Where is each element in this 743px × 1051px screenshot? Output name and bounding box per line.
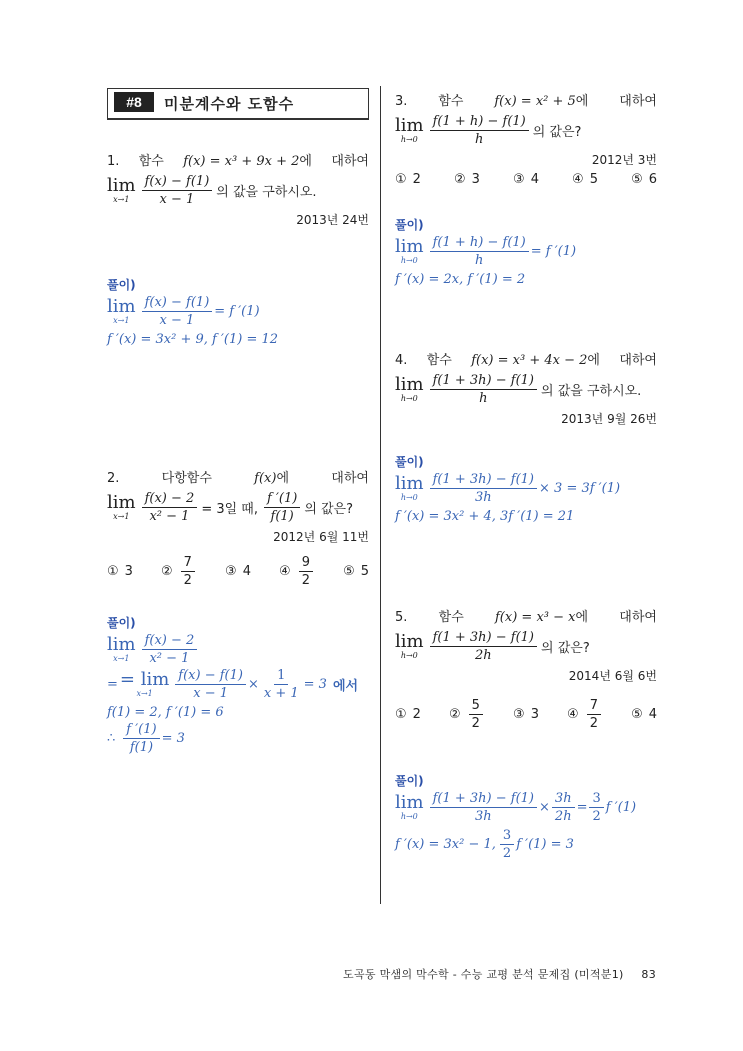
problem-number: 2. — [107, 471, 120, 486]
problem-3 — [395, 90, 657, 187]
fraction: $\frac{f(x) - 2}{\text{x² − 1}}$ — [142, 633, 198, 666]
problem-word: 에 — [276, 471, 290, 486]
page-footer — [330, 966, 656, 982]
choice-1[interactable]: ① 2 — [395, 172, 421, 187]
choice-5[interactable]: ⑤ 4 — [631, 707, 657, 722]
choice-3[interactable]: ③ 3 — [513, 707, 539, 722]
fraction: $\frac{f(x) - 2}{\text{x² − 1}}$ — [142, 491, 198, 524]
solution-rhs: × 3 = 3f ′(1) — [539, 481, 621, 496]
limit-operator: lim x→1 — [107, 296, 136, 325]
problem-number: 1. — [107, 154, 120, 169]
fraction: $\frac{f(1 + h) - f(1)}{h}$ — [430, 114, 529, 147]
problem-word: 대하여 — [619, 610, 657, 625]
problem-source: 2014년 6월 6번 — [568, 669, 657, 683]
solution-word: 에서 — [332, 679, 359, 694]
choice-1[interactable]: ① 2 — [395, 707, 421, 722]
footer-text: 도곡동 막샘의 막수학 - 수능 교평 분석 문제집 (미적분1) — [343, 968, 624, 981]
limit-operator: lim h→0 — [395, 792, 424, 821]
fraction: $\frac{f(1 + 3h) - f(1)}{2h}$ — [430, 630, 537, 663]
choice-3[interactable]: ③ 4 — [225, 564, 251, 579]
answer-choices — [395, 172, 657, 187]
solution-5 — [395, 772, 657, 861]
problem-word: 함수 — [138, 154, 164, 169]
choice-3[interactable]: ③ 4 — [513, 172, 539, 187]
problem-tail: 의 값은? — [532, 125, 582, 140]
problem-word: 함수 — [438, 610, 464, 625]
fraction: $\frac{3}{2}$ — [500, 828, 514, 861]
section-number: #8 — [114, 92, 154, 112]
solution-line: f(1) = 2, f ′(1) = 6 — [107, 705, 224, 720]
times-sign: × — [247, 677, 259, 692]
fraction: $\frac{f(x) - f(1)}{x - 1}$ — [175, 668, 246, 701]
section-header — [107, 88, 369, 120]
choice-4[interactable]: ④ 5 — [572, 172, 598, 187]
problem-tail: 의 값을 구하시오. — [541, 384, 642, 399]
solution-line: f ′(1) = 3 — [516, 837, 574, 852]
limit-operator: lim x→1 — [107, 634, 136, 663]
problem-5 — [395, 606, 657, 731]
solution-rhs: = 3 — [303, 677, 327, 692]
problem-tail: 의 값은? — [304, 502, 354, 517]
problem-number: 4. — [395, 353, 408, 368]
solution-line: f ′(x) = 2x, f ′(1) = 2 — [395, 272, 526, 287]
problem-source: 2012년 6월 11번 — [273, 530, 369, 544]
problem-word: 대하여 — [619, 94, 657, 109]
choice-1[interactable]: ① 3 — [107, 564, 133, 579]
solution-line: f ′(x) = 3x² + 4, 3f ′(1) = 21 — [395, 509, 575, 524]
choice-2[interactable]: ② 3 — [454, 172, 480, 187]
solution-4 — [395, 453, 657, 524]
problem-word: 에 — [575, 610, 589, 625]
solution-label: 풀이) — [395, 455, 424, 469]
limit-operator: lim x→1 — [107, 492, 136, 521]
fraction: $\frac{f(1 + 3h) - f(1)}{h}$ — [430, 373, 537, 406]
fraction: $\frac{f(x) - f(1)}{x - 1}$ — [142, 295, 213, 328]
solution-line: f ′(x) = 3x² − 1, — [395, 837, 496, 852]
problem-word: 에 — [299, 154, 312, 169]
therefore-sign: ∴ — [107, 731, 116, 746]
function-def: f(x) = x³ − x — [495, 610, 576, 625]
problem-word: 대하여 — [619, 353, 657, 368]
solution-rhs: = f ′(1) — [214, 304, 260, 319]
fraction: $\frac{3h}{2h}$ — [552, 791, 575, 824]
problem-word: 에 — [587, 353, 600, 368]
choice-4[interactable]: ④ $\frac{7}{2}$ — [567, 698, 603, 731]
solution-label: 풀이) — [395, 774, 424, 788]
solution-3 — [395, 216, 657, 287]
problem-word: 함수 — [426, 353, 452, 368]
times-sign: × — [539, 800, 550, 815]
equals-sign: = — [576, 800, 588, 815]
problem-tail: 의 값은? — [541, 641, 590, 656]
solution-rhs: f ′(1) — [605, 800, 637, 815]
problem-source: 2012년 3번 — [591, 153, 657, 167]
choice-5[interactable]: ⑤ 5 — [343, 564, 369, 579]
limit-operator: lim h→0 — [395, 115, 424, 144]
solution-label: 풀이) — [395, 218, 424, 232]
page-number: 83 — [641, 968, 656, 981]
problem-mid: = 3일 때, — [201, 502, 258, 517]
problem-2 — [107, 467, 369, 588]
limit-operator: lim h→0 — [395, 374, 424, 403]
problem-word: 다항함수 — [161, 471, 212, 486]
problem-word: 함수 — [438, 94, 464, 109]
problem-4 — [395, 349, 657, 427]
problem-word: 대하여 — [331, 154, 369, 169]
fraction: $\frac{f '(1)}{f(1)}$ — [264, 491, 300, 524]
problem-word: 대하여 — [331, 471, 369, 486]
choice-2[interactable]: ② $\frac{5}{2}$ — [449, 698, 485, 731]
problem-tail: 의 값을 구하시오. — [216, 185, 317, 200]
choice-4[interactable]: ④ $\frac{9}{2}$ — [279, 555, 315, 588]
limit-operator: lim h→0 — [395, 631, 424, 660]
problem-number: 5. — [395, 610, 408, 625]
function-def: f(x) — [254, 471, 277, 486]
section-title: 미분계수와 도함수 — [164, 95, 295, 113]
problem-1 — [107, 150, 369, 228]
problem-source: 2013년 24번 — [296, 213, 369, 227]
function-def: f(x) = x² + 5 — [494, 94, 576, 109]
solution-1 — [107, 276, 369, 347]
fraction: $\frac{f(1 + 3h) - f(1)}{3h}$ — [430, 791, 537, 824]
fraction: $\frac{f(x) - f(1)}{x - 1}$ — [142, 174, 213, 207]
fraction: $\frac{f(1 + h) - f(1)}{h}$ — [430, 235, 529, 268]
solution-line: f ′(x) = 3x² + 9, f ′(1) = 12 — [107, 332, 279, 347]
limit-operator: lim x→1 — [107, 175, 136, 204]
solution-label: 풀이) — [107, 616, 136, 630]
fraction: $\frac{f(1 + 3h) - f(1)}{3h}$ — [430, 472, 537, 505]
solution-rhs: = 3 — [161, 731, 185, 746]
problem-number: 3. — [395, 94, 408, 109]
fraction: $\frac{f '(1)}{f(1)}$ — [123, 722, 159, 755]
solution-rhs: = f ′(1) — [530, 244, 577, 259]
limit-operator: lim h→0 — [395, 473, 424, 502]
limit-operator: lim h→0 — [395, 236, 424, 265]
solution-2: 풀이) lim x→1 $\frac{f(x) - 2}{\text{x² − 1}}$ = = lim x→1 $\frac{f(x) - f(1)}{x - 1}$ × $\frac{1}{x + 1}$ = 3 에서 f(1) = 2, f ′(1) = 6 ∴ $\frac{f '(1)}{f(1)}$ = 3 — [107, 614, 369, 755]
column-divider — [380, 86, 381, 904]
answer-choices — [107, 555, 369, 588]
fraction: $\frac{1}{x + 1}$ — [263, 668, 299, 701]
limit-operator: = lim x→1 — [119, 669, 170, 698]
function-def: f(x) = x³ + 4x − 2 — [471, 353, 588, 368]
solution-label: 풀이) — [107, 278, 136, 292]
problem-word: 에 — [575, 94, 589, 109]
choice-2[interactable]: ② $\frac{7}{2}$ — [161, 555, 197, 588]
problem-source: 2013년 9월 26번 — [561, 412, 657, 426]
fraction: $\frac{3}{2}$ — [589, 791, 603, 824]
choice-5[interactable]: ⑤ 6 — [631, 172, 657, 187]
answer-choices — [395, 698, 657, 731]
function-def: f(x) = x³ + 9x + 2 — [183, 154, 300, 169]
